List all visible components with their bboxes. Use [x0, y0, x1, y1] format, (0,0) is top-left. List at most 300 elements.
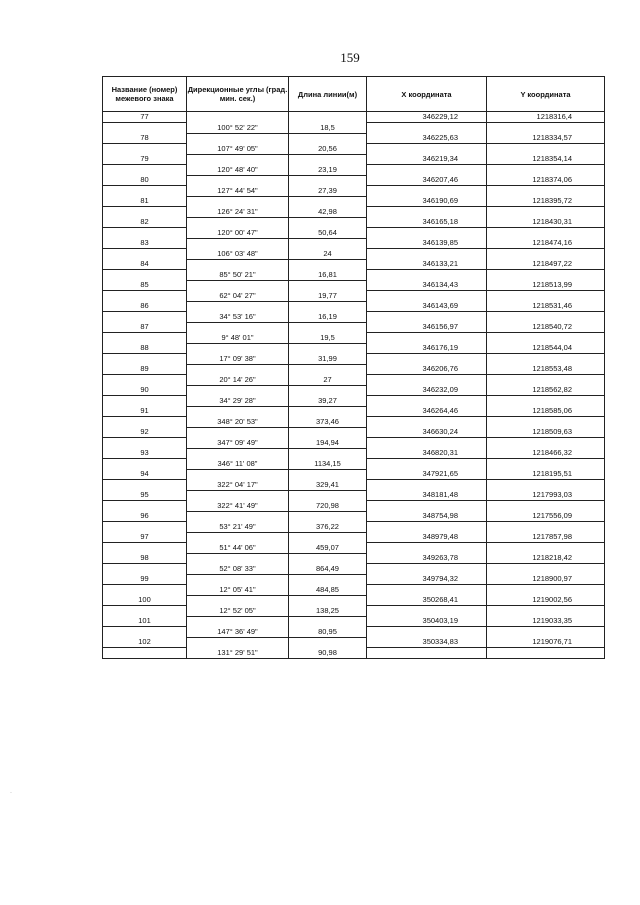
table-row: [103, 438, 605, 449]
point-name-cell: 100: [103, 595, 187, 606]
direction-angle-cell: 322° 41' 49": [187, 501, 289, 512]
empty-cell: [367, 417, 487, 428]
y-coordinate-cell: 1218218,42: [487, 553, 605, 564]
empty-cell: [103, 144, 187, 155]
empty-cell: [103, 480, 187, 491]
table-row: [103, 354, 605, 365]
empty-cell: [289, 490, 367, 501]
y-coordinate-cell: 1218585,06: [487, 406, 605, 417]
empty-cell: [103, 207, 187, 218]
table-row: [103, 385, 605, 396]
empty-cell: [487, 606, 605, 617]
empty-cell: [103, 522, 187, 533]
empty-cell: [187, 427, 289, 438]
y-coordinate-cell: 1219002,56: [487, 595, 605, 606]
table-row: [103, 564, 605, 575]
table-row: [103, 553, 605, 564]
empty-cell: [487, 396, 605, 407]
empty-cell: [487, 186, 605, 197]
direction-angle-cell: 120° 00' 47": [187, 228, 289, 239]
empty-cell: [187, 637, 289, 648]
table-row: [103, 133, 605, 144]
direction-angle-cell: 34° 53' 16": [187, 312, 289, 323]
empty-cell: [103, 585, 187, 596]
point-name-cell: 85: [103, 280, 187, 291]
y-coordinate-cell: 1218562,82: [487, 385, 605, 396]
direction-angle-cell: 347° 09' 49": [187, 438, 289, 449]
empty-cell: [367, 627, 487, 638]
x-coordinate-cell: 346229,12: [367, 112, 487, 123]
x-coordinate-cell: 350334,83: [367, 637, 487, 648]
y-coordinate-cell: 1217556,09: [487, 511, 605, 522]
line-length-cell: 1134,15: [289, 459, 367, 470]
x-coordinate-cell: 348979,48: [367, 532, 487, 543]
point-name-cell: 101: [103, 616, 187, 627]
empty-cell: [187, 553, 289, 564]
line-length-cell: 19,5: [289, 333, 367, 344]
empty-cell: [289, 616, 367, 627]
line-length-cell: 459,07: [289, 543, 367, 554]
empty-cell: [103, 312, 187, 323]
empty-cell: [367, 249, 487, 260]
empty-cell: [487, 585, 605, 596]
margin-mark: ·: [10, 790, 12, 796]
direction-angle-cell: 106° 03' 48": [187, 249, 289, 260]
empty-cell: [367, 501, 487, 512]
empty-cell: [367, 354, 487, 365]
empty-cell: [289, 385, 367, 396]
point-name-cell: 97: [103, 532, 187, 543]
table-row: [103, 627, 605, 638]
empty-cell: [367, 543, 487, 554]
page-number: 159: [340, 50, 360, 65]
table-row: [103, 259, 605, 270]
empty-cell: [187, 175, 289, 186]
empty-cell: [289, 469, 367, 480]
empty-cell: [289, 112, 367, 123]
empty-cell: [367, 480, 487, 491]
line-length-cell: 376,22: [289, 522, 367, 533]
line-length-cell: 20,56: [289, 144, 367, 155]
table-row: [103, 186, 605, 197]
line-length-cell: 80,95: [289, 627, 367, 638]
table-row: [103, 375, 605, 386]
empty-cell: [289, 217, 367, 228]
empty-cell: [187, 217, 289, 228]
direction-angle-cell: 12° 52' 05": [187, 606, 289, 617]
point-name-cell: 92: [103, 427, 187, 438]
table-row: [103, 585, 605, 596]
empty-cell: [289, 280, 367, 291]
table-row: [103, 207, 605, 218]
direction-angle-cell: 322° 04' 17": [187, 480, 289, 491]
table-row: [103, 217, 605, 228]
x-coordinate-cell: 346165,18: [367, 217, 487, 228]
point-name-cell: 89: [103, 364, 187, 375]
table-row: [103, 364, 605, 375]
empty-cell: [103, 186, 187, 197]
x-coordinate-cell: 346133,21: [367, 259, 487, 270]
table-row: [103, 459, 605, 470]
empty-cell: [103, 375, 187, 386]
empty-cell: [367, 585, 487, 596]
direction-angle-cell: 107° 49' 05": [187, 144, 289, 155]
table-row: [103, 427, 605, 438]
point-name-cell: 96: [103, 511, 187, 522]
point-name-cell: 82: [103, 217, 187, 228]
y-coordinate-cell: 1218513,99: [487, 280, 605, 291]
empty-cell: [289, 133, 367, 144]
table-row: [103, 532, 605, 543]
y-coordinate-cell: 1218474,16: [487, 238, 605, 249]
point-name-cell: 84: [103, 259, 187, 270]
empty-cell: [103, 606, 187, 617]
y-coordinate-cell: 1218540,72: [487, 322, 605, 333]
point-name-cell: 98: [103, 553, 187, 564]
direction-angle-cell: 100° 52' 22": [187, 123, 289, 134]
empty-cell: [289, 259, 367, 270]
direction-angle-cell: 62° 04' 27": [187, 291, 289, 302]
empty-cell: [289, 574, 367, 585]
empty-cell: [289, 637, 367, 648]
y-coordinate-cell: 1218509,63: [487, 427, 605, 438]
table-row: [103, 595, 605, 606]
table-row: [103, 511, 605, 522]
empty-cell: [487, 312, 605, 323]
empty-cell: [487, 480, 605, 491]
empty-cell: [367, 459, 487, 470]
direction-angle-cell: 9° 48' 01": [187, 333, 289, 344]
point-name-cell: 91: [103, 406, 187, 417]
point-name-cell: 80: [103, 175, 187, 186]
x-coordinate-cell: 346139,85: [367, 238, 487, 249]
direction-angle-cell: 85° 50' 21": [187, 270, 289, 281]
x-coordinate-cell: 346820,31: [367, 448, 487, 459]
table-row: [103, 522, 605, 533]
line-length-cell: 720,98: [289, 501, 367, 512]
point-name-cell: 83: [103, 238, 187, 249]
empty-cell: [367, 144, 487, 155]
table-row: [103, 144, 605, 155]
line-length-cell: 16,81: [289, 270, 367, 281]
table-row: [103, 501, 605, 512]
empty-cell: [289, 448, 367, 459]
empty-cell: [289, 511, 367, 522]
empty-cell: [103, 270, 187, 281]
empty-cell: [187, 343, 289, 354]
empty-cell: [187, 616, 289, 627]
empty-cell: [187, 406, 289, 417]
empty-cell: [103, 291, 187, 302]
line-length-cell: 864,49: [289, 564, 367, 575]
direction-angle-cell: 126° 24' 31": [187, 207, 289, 218]
line-length-cell: 50,64: [289, 228, 367, 239]
empty-cell: [187, 511, 289, 522]
point-name-cell: 94: [103, 469, 187, 480]
table-row: [103, 301, 605, 312]
empty-cell: [367, 522, 487, 533]
point-name-cell: 90: [103, 385, 187, 396]
y-coordinate-cell: 1218334,57: [487, 133, 605, 144]
y-coordinate-cell: 1219033,35: [487, 616, 605, 627]
empty-cell: [187, 133, 289, 144]
line-length-cell: 329,41: [289, 480, 367, 491]
direction-angle-cell: 53° 21' 49": [187, 522, 289, 533]
line-length-cell: 27: [289, 375, 367, 386]
empty-cell: [187, 574, 289, 585]
point-name-cell: 102: [103, 637, 187, 648]
empty-cell: [367, 333, 487, 344]
line-length-cell: 16,19: [289, 312, 367, 323]
empty-cell: [487, 459, 605, 470]
y-coordinate-cell: 1218553,48: [487, 364, 605, 375]
x-coordinate-cell: 348181,48: [367, 490, 487, 501]
direction-angle-cell: 127° 44' 54": [187, 186, 289, 197]
empty-cell: [103, 354, 187, 365]
line-length-cell: 27,39: [289, 186, 367, 197]
empty-cell: [187, 280, 289, 291]
empty-cell: [103, 438, 187, 449]
table-row: [103, 574, 605, 585]
direction-angle-cell: 51° 44' 06": [187, 543, 289, 554]
empty-cell: [367, 564, 487, 575]
empty-cell: [487, 228, 605, 239]
x-coordinate-cell: 346134,43: [367, 280, 487, 291]
empty-cell: [187, 448, 289, 459]
empty-cell: [367, 270, 487, 281]
table-row: [103, 196, 605, 207]
direction-angle-cell: 346° 11' 08": [187, 459, 289, 470]
y-coordinate-cell: 1218466,32: [487, 448, 605, 459]
x-coordinate-cell: 346232,09: [367, 385, 487, 396]
empty-cell: [187, 595, 289, 606]
empty-cell: [187, 385, 289, 396]
x-coordinate-cell: 346206,76: [367, 364, 487, 375]
line-length-cell: 24: [289, 249, 367, 260]
table-header-row: [103, 77, 605, 112]
y-coordinate-cell: 1217857,98: [487, 532, 605, 543]
empty-cell: [103, 417, 187, 428]
empty-cell: [103, 648, 187, 659]
y-coordinate-cell: 1218531,46: [487, 301, 605, 312]
line-length-cell: 90,98: [289, 648, 367, 659]
empty-cell: [367, 606, 487, 617]
x-coordinate-cell: 346156,97: [367, 322, 487, 333]
direction-angle-cell: 120° 48' 40": [187, 165, 289, 176]
empty-cell: [487, 165, 605, 176]
empty-cell: [487, 249, 605, 260]
empty-cell: [103, 396, 187, 407]
y-coordinate-cell: 1218316,4: [487, 112, 605, 123]
empty-cell: [367, 186, 487, 197]
line-length-cell: 194,94: [289, 438, 367, 449]
empty-cell: [187, 490, 289, 501]
empty-cell: [487, 207, 605, 218]
empty-cell: [103, 249, 187, 260]
empty-cell: [289, 364, 367, 375]
x-coordinate-cell: 347921,65: [367, 469, 487, 480]
empty-cell: [289, 406, 367, 417]
header-line-length: Длина линии(м): [289, 77, 367, 112]
empty-cell: [487, 144, 605, 155]
table-row: [103, 112, 605, 123]
table-row: [103, 406, 605, 417]
y-coordinate-cell: 1218497,22: [487, 259, 605, 270]
empty-cell: [103, 165, 187, 176]
table-row: [103, 165, 605, 176]
x-coordinate-cell: 346264,46: [367, 406, 487, 417]
direction-angle-cell: 131° 29' 51": [187, 648, 289, 659]
point-name-cell: 87: [103, 322, 187, 333]
line-length-cell: 373,46: [289, 417, 367, 428]
point-name-cell: 81: [103, 196, 187, 207]
header-y-coordinate: Y координата: [487, 77, 605, 112]
empty-cell: [289, 301, 367, 312]
x-coordinate-cell: 349794,32: [367, 574, 487, 585]
empty-cell: [367, 165, 487, 176]
table-row: [103, 123, 605, 134]
empty-cell: [289, 553, 367, 564]
empty-cell: [289, 427, 367, 438]
y-coordinate-cell: 1217993,03: [487, 490, 605, 501]
empty-cell: [367, 123, 487, 134]
line-length-cell: 484,85: [289, 585, 367, 596]
empty-cell: [289, 322, 367, 333]
empty-cell: [289, 595, 367, 606]
empty-cell: [367, 312, 487, 323]
point-name-cell: 93: [103, 448, 187, 459]
empty-cell: [187, 364, 289, 375]
table-row: [103, 291, 605, 302]
empty-cell: [487, 270, 605, 281]
y-coordinate-cell: 1219076,71: [487, 637, 605, 648]
empty-cell: [289, 154, 367, 165]
table-row: [103, 448, 605, 459]
y-coordinate-cell: 1218374,06: [487, 175, 605, 186]
empty-cell: [367, 396, 487, 407]
empty-cell: [487, 123, 605, 134]
empty-cell: [367, 375, 487, 386]
table-row: [103, 648, 605, 659]
empty-cell: [187, 469, 289, 480]
empty-cell: [487, 354, 605, 365]
y-coordinate-cell: 1218354,14: [487, 154, 605, 165]
y-coordinate-cell: 1218430,31: [487, 217, 605, 228]
empty-cell: [487, 417, 605, 428]
x-coordinate-cell: 348754,98: [367, 511, 487, 522]
table-row: [103, 616, 605, 627]
empty-cell: [103, 543, 187, 554]
coordinates-table: [102, 76, 605, 659]
line-length-cell: 138,25: [289, 606, 367, 617]
line-length-cell: 19,77: [289, 291, 367, 302]
point-name-cell: 95: [103, 490, 187, 501]
header-direction-angle: Дирекционные углы (град. мин. сек.): [187, 77, 289, 112]
empty-cell: [187, 238, 289, 249]
empty-cell: [289, 175, 367, 186]
table-row: [103, 343, 605, 354]
table-row: [103, 333, 605, 344]
y-coordinate-cell: 1218900,97: [487, 574, 605, 585]
empty-cell: [487, 564, 605, 575]
table-row: [103, 490, 605, 501]
empty-cell: [367, 207, 487, 218]
empty-cell: [187, 259, 289, 270]
table-row: [103, 469, 605, 480]
table-row: [103, 606, 605, 617]
point-name-cell: 88: [103, 343, 187, 354]
table-row: [103, 637, 605, 648]
empty-cell: [487, 438, 605, 449]
direction-angle-cell: 17° 09' 38": [187, 354, 289, 365]
x-coordinate-cell: 346190,69: [367, 196, 487, 207]
empty-cell: [487, 543, 605, 554]
y-coordinate-cell: 1218195,51: [487, 469, 605, 480]
empty-cell: [487, 375, 605, 386]
empty-cell: [487, 522, 605, 533]
x-coordinate-cell: 346207,46: [367, 175, 487, 186]
table-row: [103, 270, 605, 281]
header-point-name: Название (номер) межевого знака: [103, 77, 187, 112]
y-coordinate-cell: 1218544,04: [487, 343, 605, 354]
empty-cell: [187, 196, 289, 207]
empty-cell: [187, 532, 289, 543]
empty-cell: [487, 627, 605, 638]
table-body: [103, 112, 605, 659]
empty-cell: [367, 438, 487, 449]
direction-angle-cell: 12° 05' 41": [187, 585, 289, 596]
empty-cell: [187, 154, 289, 165]
point-name-cell: 86: [103, 301, 187, 312]
x-coordinate-cell: 346225,63: [367, 133, 487, 144]
table-row: [103, 238, 605, 249]
direction-angle-cell: 348° 20' 53": [187, 417, 289, 428]
table-row: [103, 175, 605, 186]
table-row: [103, 154, 605, 165]
table-row: [103, 396, 605, 407]
empty-cell: [487, 333, 605, 344]
empty-cell: [103, 123, 187, 134]
x-coordinate-cell: 346630,24: [367, 427, 487, 438]
empty-cell: [487, 648, 605, 659]
direction-angle-cell: 52° 08' 33": [187, 564, 289, 575]
empty-cell: [103, 564, 187, 575]
direction-angle-cell: 147° 36' 49": [187, 627, 289, 638]
y-coordinate-cell: 1218395,72: [487, 196, 605, 207]
point-name-cell: 77: [103, 112, 187, 123]
empty-cell: [187, 112, 289, 123]
table-row: [103, 228, 605, 239]
line-length-cell: 31,99: [289, 354, 367, 365]
empty-cell: [187, 322, 289, 333]
table-row: [103, 249, 605, 260]
empty-cell: [289, 238, 367, 249]
empty-cell: [289, 532, 367, 543]
line-length-cell: 23,19: [289, 165, 367, 176]
table-row: [103, 417, 605, 428]
direction-angle-cell: 34° 29' 28": [187, 396, 289, 407]
x-coordinate-cell: 349263,78: [367, 553, 487, 564]
x-coordinate-cell: 350403,19: [367, 616, 487, 627]
empty-cell: [367, 228, 487, 239]
empty-cell: [289, 196, 367, 207]
header-x-coordinate: X координата: [367, 77, 487, 112]
empty-cell: [103, 228, 187, 239]
empty-cell: [367, 291, 487, 302]
direction-angle-cell: 20° 14' 26": [187, 375, 289, 386]
empty-cell: [103, 333, 187, 344]
empty-cell: [103, 501, 187, 512]
